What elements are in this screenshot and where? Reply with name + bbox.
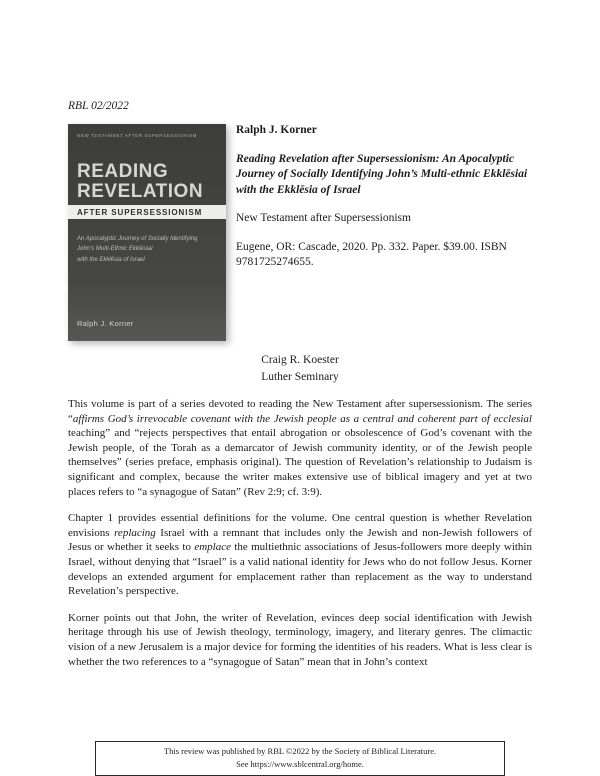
book-info: [236, 123, 536, 271]
book-author: Ralph J. Korner: [236, 124, 317, 136]
cover-title: [68, 138, 226, 202]
publication-notice-link[interactable]: See https://www.sblcentral.org/home.: [236, 758, 364, 769]
review-body: [68, 397, 532, 681]
cover-tagline: [68, 234, 226, 265]
cover-series-title: NEW TESTAMENT AFTER SUPERSESSIONISM: [77, 133, 198, 138]
journal-reference: RBL 02/2022: [68, 100, 129, 112]
cover-tagline-line2: John’s Multi-Ethnic Ekklēsiai: [77, 246, 153, 253]
review-paragraph-2: Chapter 1 provides essential definitions for the volume. One central question is whether Revelation envisions replacing Israel with a remnant that includes only the Jewish and non-Jewish followers of Jesus or whether it seeks to emplace the multiethnic associations of Jesus-followers more deeply within Israel, without denying that “Israel” is a valid national identity for Jews who do not follow Jesus. Korner develops an extended argument for emplacement rather than replacement as the way to understand Revelation’s perspective.: [68, 512, 532, 598]
reviewer-affiliation: Luther Seminary: [261, 370, 339, 383]
cover-tagline-line1: An Apocalyptic Journey of Socially Identifying: [77, 236, 198, 243]
review-paragraph-3: Korner points out that John, the writer of Revelation, evinces deep social identification with Jewish heritage through his use of Jewish theology, terminology, imagery, and literary genres. The climactic vision of a new Jerusalem is a major device for forming the identities of his readers. What is less clear is whether the two references to a “synagogue of Satan” mean that in John’s context: [68, 611, 532, 668]
review-paragraph-1: This volume is part of a series devoted to reading the New Testament after supersessionism. The series “affirms God’s irrevocable covenant with the Jewish people as a central and coherent part of ecclesial teaching” and “rejects perspectives that entail abrogation or obsolescence of God’s covenant with the Jewish people, of the Torah as a demarcator of Jewish community identity, or of the Jewish people themselves” (series preface, emphasis original). The question of Revelation’s relationship to Judaism is significant and complex, because the writer makes extensive use of biblical imagery and yet at two places refers to “a synagogue of Satan” (Rev 2:9; cf. 3:9).: [68, 398, 532, 498]
book-publication: Eugene, OR: Cascade, 2020. Pp. 332. Paper. $39.00. ISBN 9781725274655.: [236, 240, 507, 269]
book-title: Reading Revelation after Supersessionism: An Apocalyptic Journey of Socially Identifying John’s Multi-ethnic Ekklēsiai with the Ekklēsia of Israel: [236, 152, 528, 196]
book-cover-image: [68, 124, 226, 341]
cover-subtitle-bar: AFTER SUPERSESSIONISM: [68, 205, 226, 219]
cover-tagline-line3: with the Ekklēsia of Israel: [77, 256, 145, 263]
reviewer-name: Craig R. Koester: [261, 354, 339, 366]
cover-title-line1: READING: [77, 161, 169, 182]
cover-author-name: Ralph J. Korner: [77, 319, 134, 328]
publication-notice: [95, 741, 505, 776]
publication-notice-text: This review was published by RBL ©2022 by the Society of Biblical Literature.: [163, 746, 437, 756]
cover-title-line2: REVELATION: [77, 181, 204, 203]
reviewer-block: [0, 352, 600, 385]
book-series: New Testament after Supersessionism: [236, 212, 411, 225]
